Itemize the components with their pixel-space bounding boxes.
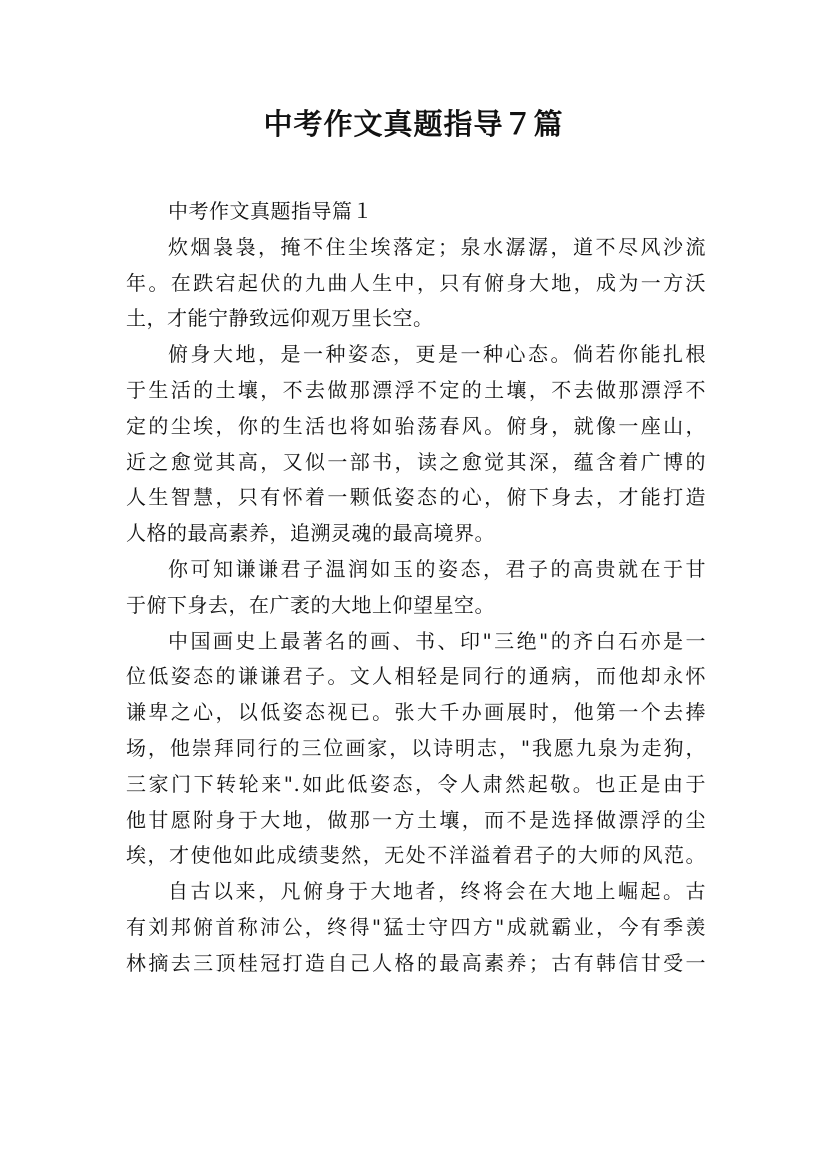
paragraph-1-line-2: 年。在跌宕起伏的九曲人生中，只有俯身大地，成为一方沃 [126,270,706,295]
paragraph-1-line-1: 炊烟袅袅，掩不住尘埃落定；泉水潺潺，道不尽风沙流 [168,234,706,259]
paragraph-2-line-2: 于生活的土壤，不去做那漂浮不定的土壤，不去做那漂浮不 [126,377,706,402]
section-heading: 中考作文真题指导篇１ [168,199,373,223]
paragraph-4-line-2: 位低姿态的谦谦君子。文人相轻是同行的通病，而他却永怀 [126,664,706,689]
document-body [126,194,706,982]
paragraph-2-line-3: 定的尘埃，你的生活也将如骀荡春风。俯身，就像一座山， [126,413,706,438]
paragraph-5-line-2: 有刘邦俯首称沛公，终得"猛士守四方"成就霸业，今有季羡 [126,914,706,939]
paragraph-4-line-5: 三家门下转轮来".如此低姿态，令人肃然起敬。也正是由于 [126,771,706,796]
paragraph-3-line-2: 于俯下身去，在广袤的大地上仰望星空。 [126,592,495,617]
paragraph-2-line-6: 人格的最高素养，追溯灵魂的最高境界。 [126,521,495,546]
paragraph-2-line-4: 近之愈觉其高，又似一部书，读之愈觉其深，蕴含着广博的 [126,449,706,474]
paragraph-2-line-1: 俯身大地，是一种姿态，更是一种心态。倘若你能扎根 [168,342,706,367]
paragraph-3-line-1: 你可知谦谦君子温润如玉的姿态，君子的高贵就在于甘 [168,556,706,581]
paragraph-2-line-5: 人生智慧，只有怀着一颗低姿态的心，俯下身去，才能打造 [126,485,706,510]
paragraph-4-line-4: 场，他崇拜同行的三位画家，以诗明志，"我愿九泉为走狗， [126,735,706,760]
paragraph-5-line-1: 自古以来，凡俯身于大地者，终将会在大地上崛起。古 [168,879,706,904]
paragraph-1-line-3: 土，才能宁静致远仰观万里长空。 [126,306,434,331]
paragraph-4-line-3: 谦卑之心，以低姿态视已。张大千办画展时，他第一个去捧 [126,700,706,725]
paragraph-4-line-7: 埃，才使他如此成绩斐然，无处不洋溢着君子的大师的风范。 [126,843,706,868]
paragraph-5-line-3: 林摘去三顶桂冠打造自己人格的最高素养；古有韩信甘受一 [126,950,706,975]
paragraph-4-line-1: 中国画史上最著名的画、书、印"三绝"的齐白石亦是一 [168,628,706,653]
document-title: 中考作文真题指导７篇 [263,107,564,141]
paragraph-4-line-6: 他甘愿附身于大地，做那一方土壤，而不是选择做漂浮的尘 [126,807,706,832]
